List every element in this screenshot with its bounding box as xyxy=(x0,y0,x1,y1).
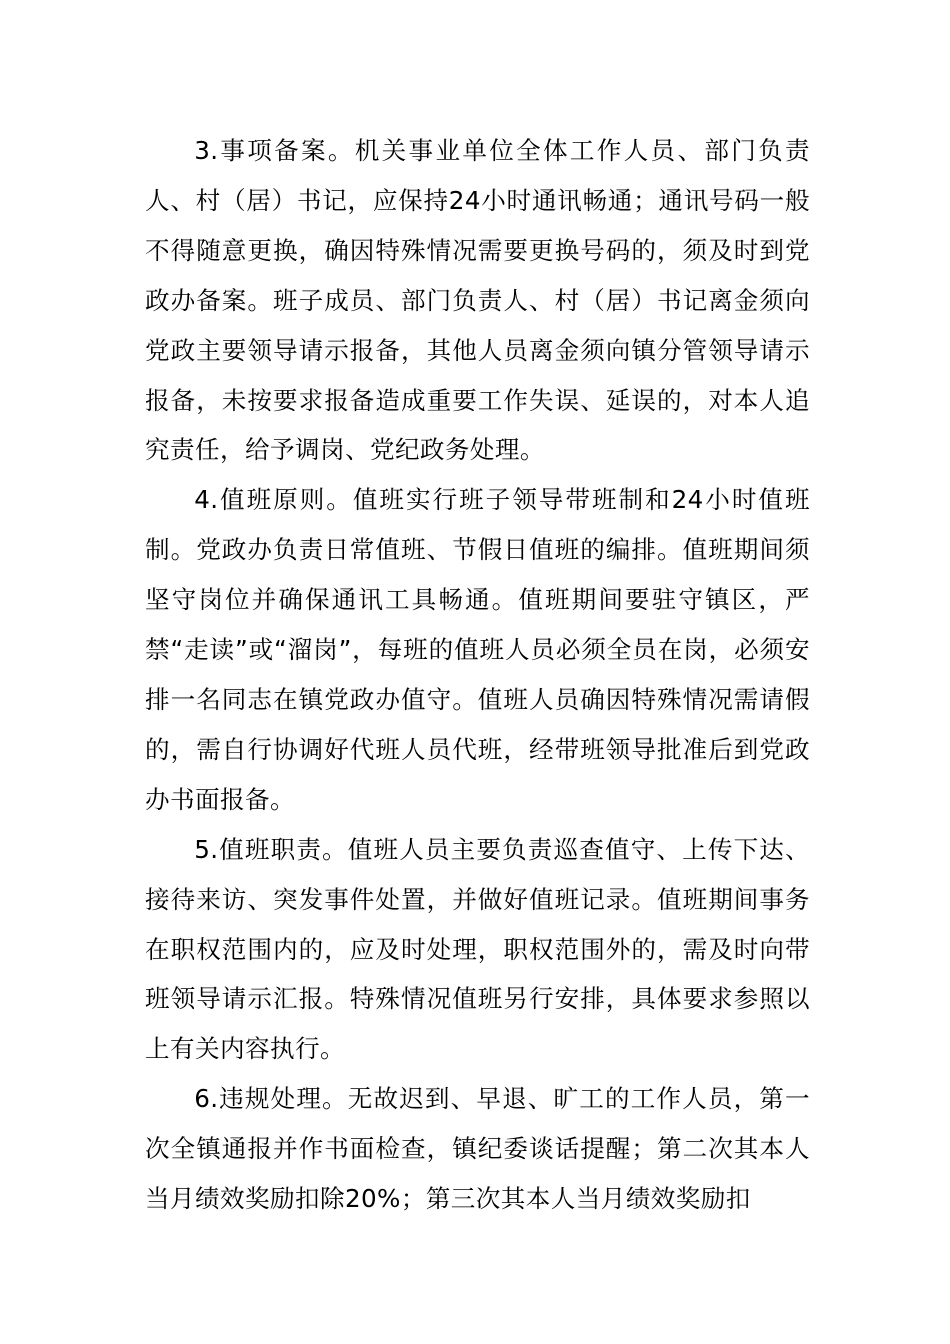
paragraph-item-6-violation-handling: 6.违规处理。无故迟到、早退、旷工的工作人员，第一次全镇通报并作书面检查，镇纪委谈话提醒；第二次其本人当月绩效奖励扣除20%；第三次其本人当月绩效奖励扣 xyxy=(145,1084,810,1214)
document-body xyxy=(145,126,810,1224)
paragraph-item-3-filing: 3.事项备案。机关事业单位全体工作人员、部门负责人、村（居）书记，应保持24小时通讯畅通；通讯号码一般不得随意更换，确因特殊情况需要更换号码的，须及时到党政办备案。班子成员、部门负责人、村（居）书记离金须向党政主要领导请示报备，其他人员离金须向镇分管领导请示报备，未按要求报备造成重要工作失误、延误的，对本人追究责任，给予调岗、党纪政务处理。 xyxy=(145,136,810,465)
paragraph-item-4-duty-principle: 4.值班原则。值班实行班子领导带班制和24小时值班制。党政办负责日常值班、节假日值班的编排。值班期间须坚守岗位并确保通讯工具畅通。值班期间要驻守镇区，严禁“走读”或“溜岗”，每班的值班人员必须全员在岗，必须安排一名同志在镇党政办值守。值班人员确因特殊情况需请假的，需自行协调好代班人员代班，经带班领导批准后到党政办书面报备。 xyxy=(145,485,810,814)
paragraph-item-5-duty-responsibility: 5.值班职责。值班人员主要负责巡查值守、上传下达、接待来访、突发事件处置，并做好值班记录。值班期间事务在职权范围内的，应及时处理，职权范围外的，需及时向带班领导请示汇报。特殊情况值班另行安排，具体要求参照以上有关内容执行。 xyxy=(145,834,810,1064)
